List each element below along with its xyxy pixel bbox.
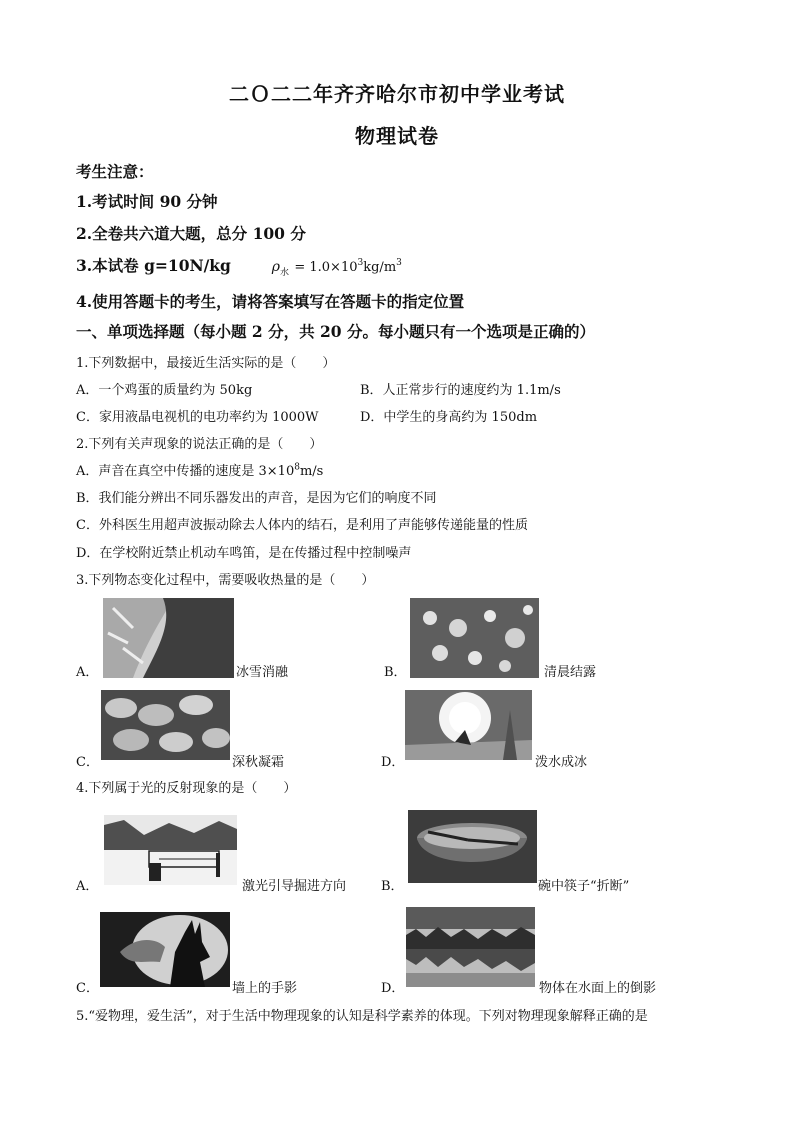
q2-stem: 2.下列有关声现象的说法正确的是（ ） xyxy=(76,437,323,452)
q3-option-d-caption: 泼水成冰 xyxy=(535,755,588,770)
bowl-chopsticks-image xyxy=(408,810,537,883)
dew-drops-image xyxy=(410,598,539,678)
q4-option-d-caption: 物体在水面上的倒影 xyxy=(539,981,657,996)
q1-option-c: C．家用液晶电视机的电功率约为 1000W xyxy=(76,410,319,425)
q4-option-d-letter: D． xyxy=(381,981,405,996)
exam-subtitle: 物理试卷 xyxy=(355,124,439,148)
q4-option-a-letter: A． xyxy=(76,879,99,894)
note-3-text: 3.本试卷 g=10N/kg xyxy=(76,256,231,275)
q2-option-b: B．我们能分辨出不同乐器发出的声音，是因为它们的响度不同 xyxy=(76,491,437,506)
rho-value: = 1.0×10 xyxy=(294,260,358,275)
note-4: 4.使用答题卡的考生，请将答案填写在答题卡的指定位置 xyxy=(76,292,465,311)
rho-unit: kg/m xyxy=(363,260,397,275)
q4-option-b-caption: 碗中筷子“折断” xyxy=(538,879,630,894)
q1-option-b: B．人正常步行的速度约为 1.1m/s xyxy=(360,383,561,398)
water-reflection-image xyxy=(406,907,535,987)
q3-stem: 3.下列物态变化过程中，需要吸收热量的是（ ） xyxy=(76,573,375,588)
water-to-ice-image xyxy=(405,690,532,760)
exam-title: 二Ｏ二二年齐齐哈尔市初中学业考试 xyxy=(229,82,565,106)
q4-option-c-caption: 墙上的手影 xyxy=(232,981,298,996)
q3-option-a-letter: A． xyxy=(76,665,99,680)
rho-exponent: 3 xyxy=(357,257,364,268)
q3-option-b-caption: 清晨结露 xyxy=(544,665,597,680)
q3-option-c-letter: C． xyxy=(76,755,99,770)
q4-option-a-caption: 激光引导掘进方向 xyxy=(242,879,347,894)
q4-stem: 4.下列属于光的反射现象的是（ ） xyxy=(76,781,297,796)
hand-shadow-image xyxy=(100,912,230,987)
q3-option-b-letter: B． xyxy=(384,665,407,680)
q2-option-d: D．在学校附近禁止机动车鸣笛，是在传播过程中控制噪声 xyxy=(76,546,412,561)
notes-heading: 考生注意： xyxy=(76,162,154,181)
laser-tunnel-image xyxy=(104,815,237,885)
q4-option-c-letter: C． xyxy=(76,981,99,996)
section-1-heading: 一、单项选择题（每小题 2 分，共 20 分。每小题只有一个选项是正确的） xyxy=(76,322,595,341)
q2-option-a xyxy=(76,460,323,479)
rho-symbol: ρ xyxy=(271,259,280,275)
q5-stem: 5.“爱物理，爱生活”，对于生活中物理现象的认知是科学素养的体现。下列对物理现象解释正确的是 xyxy=(76,1009,648,1024)
q4-option-b-letter: B． xyxy=(381,879,404,894)
q2-option-c: C．外科医生用超声波振动除去人体内的结石，是利用了声能够传递能量的性质 xyxy=(76,518,528,533)
note-3 xyxy=(76,254,402,278)
q3-option-d-letter: D． xyxy=(381,755,405,770)
rho-unit-exponent: 3 xyxy=(396,257,402,268)
note-1: 1.考试时间 90 分钟 xyxy=(76,192,218,211)
q1-option-d: D．中学生的身高约为 150dm xyxy=(360,410,538,425)
q1-stem: 1.下列数据中，最接近生活实际的是（ ） xyxy=(76,356,336,371)
rho-subscript: 水 xyxy=(279,268,289,279)
q2-option-a-text: A．声音在真空中传播的速度是 3×10 xyxy=(76,464,295,479)
snow-melting-image xyxy=(103,598,234,678)
q2-option-a-exponent: 8 xyxy=(294,462,300,473)
note-2: 2.全卷共六道大题，总分 100 分 xyxy=(76,224,306,243)
frost-leaves-image xyxy=(101,690,230,760)
q3-option-a-caption: 冰雪消融 xyxy=(236,665,289,680)
q3-option-c-caption: 深秋凝霜 xyxy=(232,755,285,770)
q2-option-a-unit: m/s xyxy=(299,464,324,479)
q1-option-a: A．一个鸡蛋的质量约为 50kg xyxy=(76,383,253,398)
